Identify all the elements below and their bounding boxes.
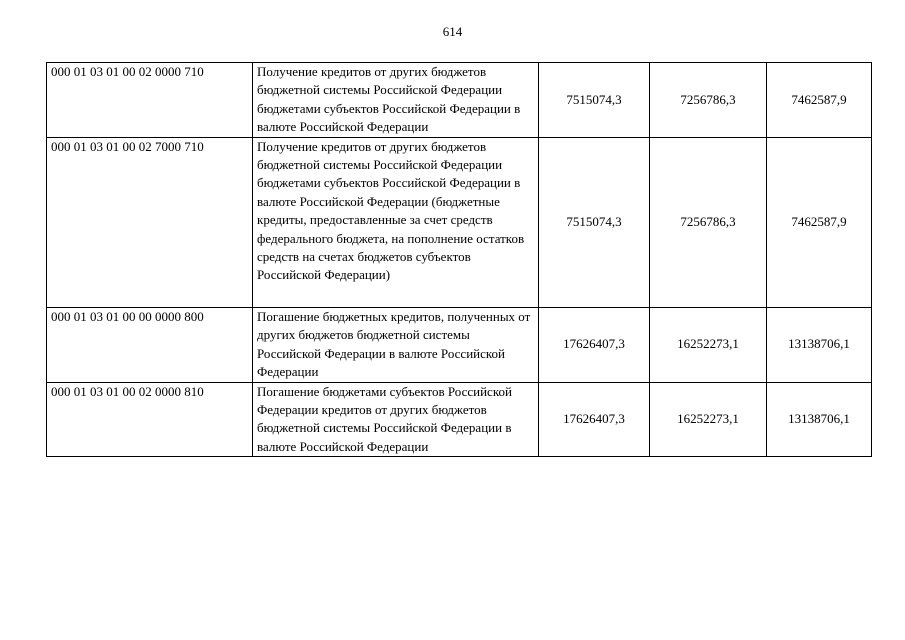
table-row bbox=[47, 63, 872, 138]
amount-cell-year-2: 16252273,1 bbox=[650, 307, 767, 382]
amount-cell-year-2: 7256786,3 bbox=[650, 63, 767, 138]
budget-code-cell: 000 01 03 01 00 02 0000 710 bbox=[47, 63, 253, 138]
amount-cell-year-1: 7515074,3 bbox=[539, 63, 650, 138]
table-row bbox=[47, 307, 872, 382]
amount-cell-year-2: 16252273,1 bbox=[650, 382, 767, 457]
amount-cell-year-1: 17626407,3 bbox=[539, 307, 650, 382]
description-cell: Погашение бюджетами субъектов Российской Федерации кредитов от других бюджетов бюджетной системы Российской Федерации в валюте Российской Федерации bbox=[253, 382, 539, 457]
budget-code-cell: 000 01 03 01 00 02 7000 710 bbox=[47, 137, 253, 307]
amount-cell-year-2: 7256786,3 bbox=[650, 137, 767, 307]
amount-cell-year-3: 7462587,9 bbox=[767, 63, 872, 138]
amount-cell-year-1: 7515074,3 bbox=[539, 137, 650, 307]
amount-cell-year-3: 13138706,1 bbox=[767, 382, 872, 457]
budget-code-cell: 000 01 03 01 00 00 0000 800 bbox=[47, 307, 253, 382]
amount-cell-year-3: 13138706,1 bbox=[767, 307, 872, 382]
budget-table bbox=[46, 62, 872, 457]
budget-code-cell: 000 01 03 01 00 02 0000 810 bbox=[47, 382, 253, 457]
description-cell: Получение кредитов от других бюджетов бюджетной системы Российской Федерации бюджетами субъектов Российской Федерации в валюте Российской Федерации (бюджетные кредиты, предоставленные за счет средств федерального бюджета, на пополнение остатков средств на счетах бюджетов субъектов Российской Федерации) bbox=[253, 137, 539, 307]
description-cell: Получение кредитов от других бюджетов бюджетной системы Российской Федерации бюджетами субъектов Российской Федерации в валюте Российской Федерации bbox=[253, 63, 539, 138]
amount-cell-year-1: 17626407,3 bbox=[539, 382, 650, 457]
table-row bbox=[47, 137, 872, 307]
page-number: 614 bbox=[442, 24, 463, 39]
amount-cell-year-3: 7462587,9 bbox=[767, 137, 872, 307]
table-row bbox=[47, 382, 872, 457]
description-cell: Погашение бюджетных кредитов, полученных от других бюджетов бюджетной системы Российской Федерации в валюте Российской Федерации bbox=[253, 307, 539, 382]
